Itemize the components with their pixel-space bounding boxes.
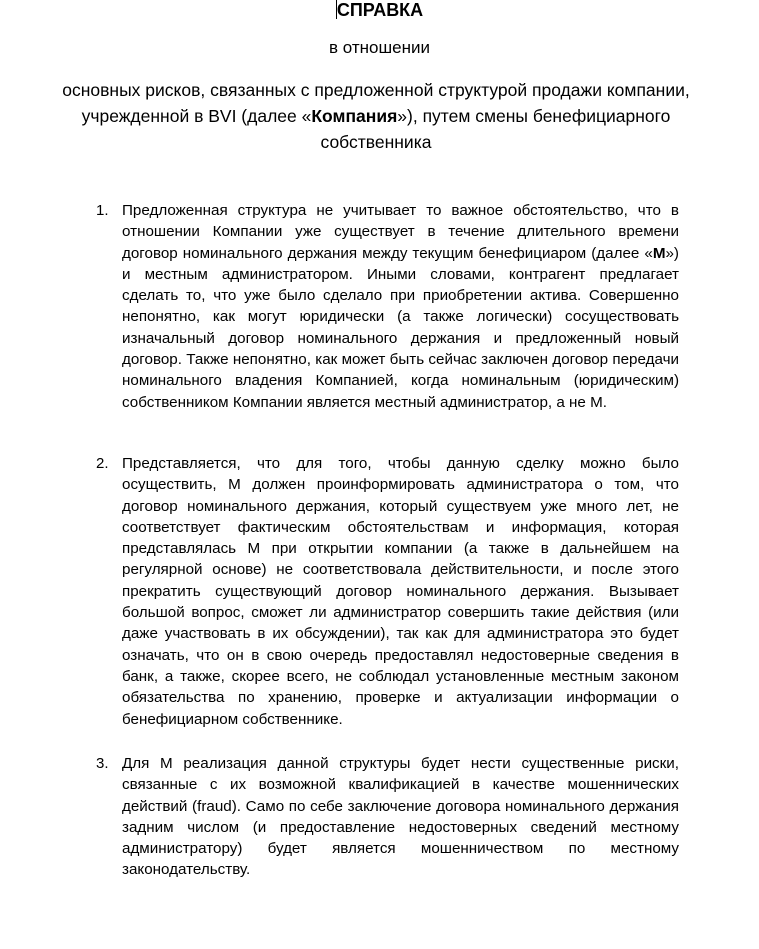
list-item-bold-term: М: [652, 244, 666, 262]
list-item-text: Для М реализация данной структуры будет нести существенные риски, связанные с их возможной квалификацией в качестве мошеннических действий (fraud). Само по себе заключение договора номинального держания задним числом (и предоставление недостоверных сведений местному администратору) будет является мошенничеством по местному законодательству.: [122, 755, 679, 879]
list-item-number: 2.: [96, 455, 109, 472]
heading-text-part1: основных рисков, связанных с предложенной структурой продажи компании, учрежденной в BVI (далее «: [62, 80, 690, 126]
list-item-number: 3.: [96, 755, 109, 772]
list-item-text: Представляется, что для того, чтобы данную сделку можно было осуществить, М должен проинформировать администратора о том, что договор номинального держания, который существуем уже много лет, не соответствует фактическим обстоятельствам и информация, которая представлялась М при открытии компании (а также в дальнейшем на регулярной основе) не соответствовала действительности, и после этого прекратить существующий договор номинального держания. Вызывает большой вопрос, сможет ли администратор совершить такие действия (или даже участвовать в их обсуждении), так как для администратора это будет означать, что он в свою очередь предоставлял недостоверные сведения в банк, а также, скорее всего, не соблюдал установленные местным законом обязательства по хранению, проверке и актуализации информации о бенефициарном собственнике.: [122, 455, 679, 728]
document-subtitle: в отношении: [329, 38, 430, 57]
list-item-text-b: ») и местным администратором. Иными словами, контрагент предлагает сделать то, что уже было сделало при приобретении актива. Совершенно непонятно, как могут юридически (а также логически) сосуществовать изначальный договор номинального держания и предложенный новый договор. Также непонятно, как может быть сейчас заключен договор передачи номинального владения Компанией, когда номинальным (юридическим) собственником Компании является местный администратор, а не М.: [122, 244, 679, 411]
heading-company-term: Компания: [311, 106, 398, 126]
list-item-number: 1.: [96, 202, 109, 219]
list-item-text-a: Предложенная структура не учитывает то важное обстоятельство, что в отношении Компании уже существует в течение длительного времени договор номинального держания между текущим бенефициаром (далее «: [122, 202, 679, 262]
heading-text-part2: »), путем смены бенефициарного собственника: [320, 106, 671, 152]
list-item-text: [122, 200, 679, 413]
document-heading: [60, 77, 692, 155]
document-title: [0, 0, 759, 21]
document-title-text: СПРАВКА: [336, 0, 424, 20]
